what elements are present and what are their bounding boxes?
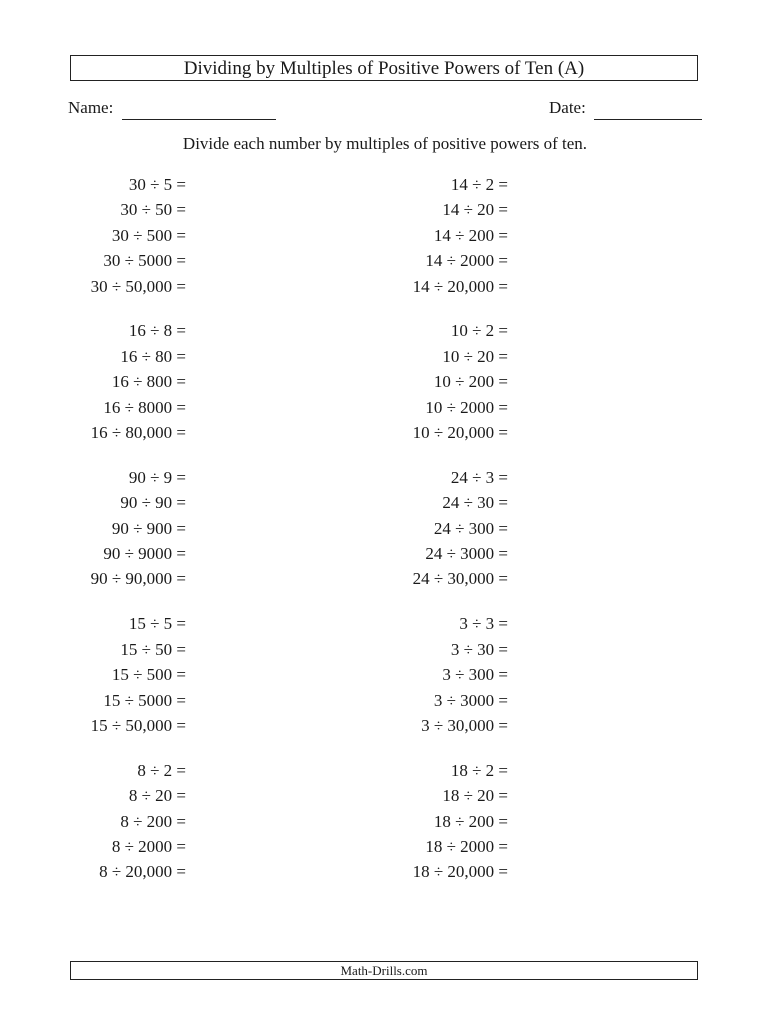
division-problem: 16 ÷ 8000 = [103,397,186,417]
division-problem: 90 ÷ 9 = [128,467,186,487]
date-field-line[interactable] [594,119,702,120]
division-problem: 16 ÷ 800 = [111,372,186,392]
division-problem: 3 ÷ 3 = [459,614,508,634]
instructions: Divide each number by multiples of positive powers of ten. [182,134,588,153]
division-problem: 10 ÷ 200 = [433,372,508,392]
division-problem: 8 ÷ 20,000 = [99,862,186,882]
division-problem: 30 ÷ 5000 = [103,251,186,271]
problem-group [288,172,508,299]
name-date-row [68,97,702,121]
problem-group [288,758,508,885]
division-problem: 3 ÷ 30 = [450,639,508,659]
problem-group [288,465,508,592]
division-problem: 8 ÷ 200 = [120,811,186,831]
division-problem: 10 ÷ 2 = [450,321,508,341]
division-problem: 16 ÷ 8 = [128,321,186,341]
division-problem: 24 ÷ 300 = [433,518,508,538]
division-problem: 14 ÷ 20,000 = [412,276,508,296]
division-problem: 15 ÷ 5 = [128,614,186,634]
problem-group [0,758,186,885]
problem-group [0,465,186,592]
division-problem: 18 ÷ 200 = [433,811,508,831]
division-problem: 8 ÷ 2 = [137,760,186,780]
worksheet-title: Dividing by Multiples of Positive Powers of Ten (A) [70,55,698,81]
date-label: Date: [549,98,586,117]
division-problem: 15 ÷ 50,000 = [90,715,186,735]
division-problem: 10 ÷ 20,000 = [412,423,508,443]
division-problem: 30 ÷ 50,000 = [90,276,186,296]
division-problem: 14 ÷ 2 = [450,175,508,194]
division-problem: 90 ÷ 9000 = [103,544,186,564]
division-problem: 90 ÷ 90 = [120,493,186,513]
division-problem: 18 ÷ 2000 = [425,836,508,856]
division-problem: 18 ÷ 20 = [442,786,508,806]
division-problem: 30 ÷ 500 = [111,225,186,245]
division-problem: 18 ÷ 20,000 = [412,862,508,882]
name-field-line[interactable] [122,119,276,120]
division-problem: 3 ÷ 30,000 = [421,715,508,735]
division-problem: 14 ÷ 200 = [433,225,508,245]
division-problem: 90 ÷ 900 = [111,518,186,538]
division-problem: 24 ÷ 30,000 = [412,569,508,589]
division-problem: 90 ÷ 90,000 = [90,569,186,589]
division-problem: 14 ÷ 20 = [442,200,508,220]
division-problem: 8 ÷ 2000 = [111,836,186,856]
problem-group [0,611,186,738]
division-problem: 15 ÷ 500 = [111,665,186,685]
division-problem: 15 ÷ 50 = [120,639,186,659]
problem-group [288,318,508,445]
problem-group [0,318,186,445]
division-problem: 10 ÷ 20 = [442,346,508,366]
division-problem: 16 ÷ 80 = [120,346,186,366]
division-problem: 10 ÷ 2000 = [425,397,508,417]
problem-group [288,611,508,738]
division-problem: 15 ÷ 5000 = [103,690,186,710]
problem-group [0,172,186,299]
left-problem-column [0,172,186,904]
division-problem: 18 ÷ 2 = [450,760,508,780]
name-label: Name: [68,98,114,117]
division-problem: 3 ÷ 3000 = [433,690,508,710]
division-problem: 3 ÷ 300 = [442,665,508,685]
footer-credit: Math-Drills.com [70,961,698,980]
division-problem: 8 ÷ 20 = [128,786,186,806]
right-problem-column [288,172,508,904]
division-problem: 24 ÷ 3 = [450,467,508,487]
division-problem: 30 ÷ 5 = [128,175,186,194]
division-problem: 30 ÷ 50 = [120,200,186,220]
division-problem: 24 ÷ 3000 = [425,544,508,564]
division-problem: 14 ÷ 2000 = [425,251,508,271]
division-problem: 24 ÷ 30 = [442,493,508,513]
division-problem: 16 ÷ 80,000 = [90,423,186,443]
